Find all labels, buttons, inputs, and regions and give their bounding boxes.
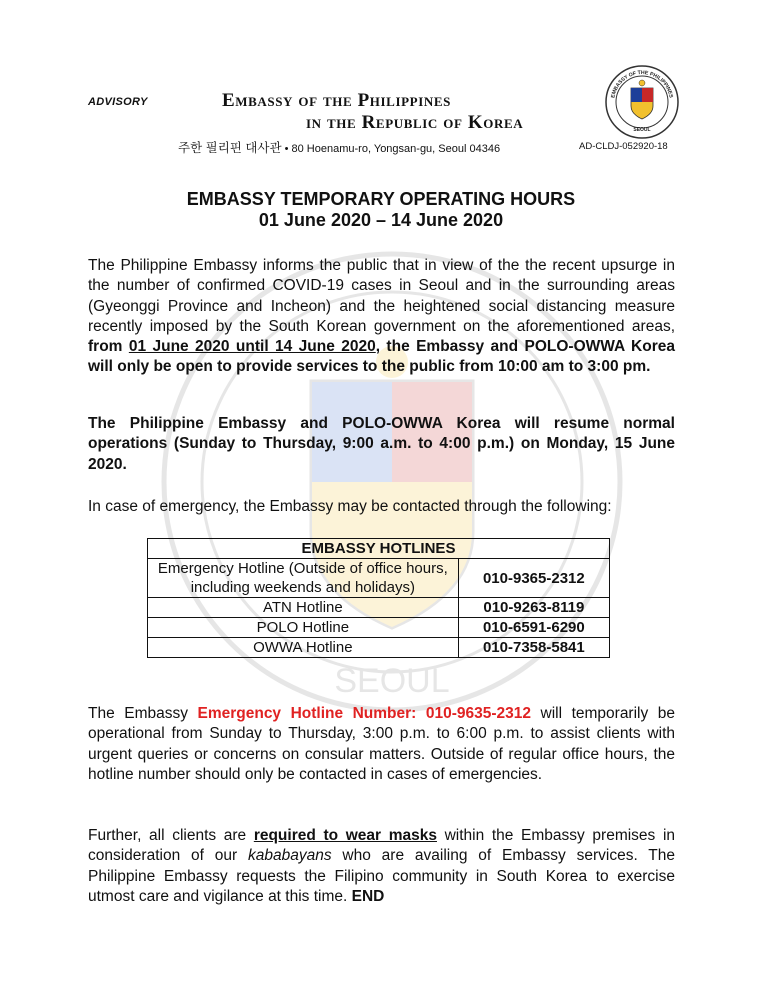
announcement-text: The Philippine Embassy informs the public that in view of the the recent upsurge in the number of confirmed COVID-19 cases in Seoul and in the surrounding areas (Gyeonggi Province and Incheon) and the heightened social distancing measure recently imposed by the South Korean government on the aforementioned areas, [88,257,675,335]
hotline-number: 010-9263-8119 [458,598,609,618]
mask-text-closing: who are availing of Embassy services. The Philippine Embassy requests the Filipino community in South Korea to exercise utmost care and vigilance at this time. [88,847,675,905]
paragraph-announcement [88,256,675,378]
hotlines-table [147,538,610,658]
announcement-date-range: 01 June 2020 until 14 June 2020 [128,338,376,356]
embassy-name-line2: in the Republic of Korea [306,112,524,133]
hotline-label: Emergency Hotline (Outside of office hours, including weekends and holidays) [148,559,459,598]
emergency-text-intro: The Embassy [88,705,198,722]
hotlines-table-header: EMBASSY HOTLINES [148,539,610,559]
table-row [148,618,610,638]
seal-text-top: EMBASSY OF THE PHILIPPINES [610,69,674,99]
paragraph-resume-operations: The Philippine Embassy and POLO-OWWA Korea will resume normal operations (Sunday to Thursday, 9:00 a.m. to 4:00 p.m.) on Monday, 15 June 2020. [88,415,675,473]
page-title: EMBASSY TEMPORARY OPERATING HOURS [186,189,576,209]
seal-text-bottom: SEOUL [633,127,651,133]
hotline-label: OWWA Hotline [148,638,459,658]
hotline-number: 010-9365-2312 [458,559,609,598]
advisory-label: ADVISORY [88,96,148,108]
hotline-label: ATN Hotline [148,598,459,618]
korean-embassy-name: 주한 필리핀 대사관 [178,141,282,155]
announcement-bold-hours: , the Embassy and POLO-OWWA Korea will only be open to provide services to the public from 10:00 am to 3:00 pm. [88,338,675,376]
paragraph-emergency-intro: In case of emergency, the Embassy may be contacted through the following: [88,498,612,515]
mask-text-middle: within the Embassy premises in consideration of our [88,827,676,865]
paragraph-mask-requirement [88,826,675,907]
table-header-row [148,539,610,559]
table-row [148,638,610,658]
hotline-label: POLO Hotline [148,618,459,638]
embassy-seal-logo [604,64,680,140]
reference-code: AD-CLDJ-052920-18 [579,141,668,152]
mask-requirement-emphasis: required to wear masks [253,827,437,844]
watermark-seoul-text: SEOUL [334,662,450,700]
emergency-hotline-number: Emergency Hotline Number: 010-9635-2312 [197,705,532,722]
table-row [148,598,610,618]
paragraph-emergency-hotline [88,704,675,785]
embassy-address [178,138,500,156]
mask-text-intro: Further, all clients are [88,827,254,844]
emergency-text-details: will temporarily be operational from Sunday to Thursday, 3:00 p.m. to 6:00 p.m. to assist clients with urgent queries or concerns on consular matters. Outside of regular office hours, the hotline number should only be contacted in cases of emergencies. [88,705,675,783]
kababayans-word: kababayans [248,847,332,865]
hotline-number: 010-6591-6290 [458,618,609,638]
end-label: END [351,887,385,905]
announcement-bold-from: from [88,338,129,356]
page-subtitle-dates: 01 June 2020 – 14 June 2020 [258,210,504,230]
hotline-number: 010-7358-5841 [458,638,609,658]
embassy-name-line1: Embassy of the Philippines [222,90,451,111]
table-row [148,559,610,598]
address-text: • 80 Hoenamu-ro, Yongsan-gu, Seoul 04346 [284,143,501,155]
